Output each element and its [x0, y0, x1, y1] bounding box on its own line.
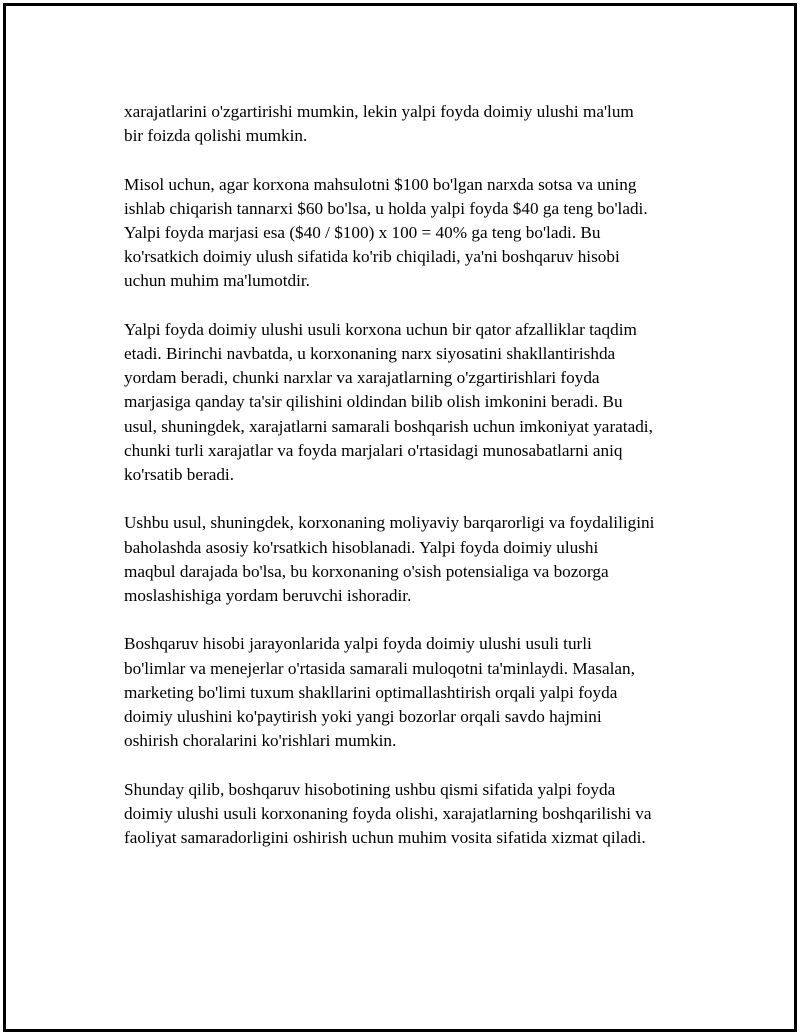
text-line: baholashda asosiy ko'rsatkich hisoblanadi. Yalpi foyda doimiy ulushi	[124, 537, 599, 557]
paragraph-5	[124, 632, 704, 753]
text-line: maqbul darajada bo'lsa, bu korxonaning o'sish potensialiga va bozorga	[124, 561, 609, 581]
paragraph-3	[124, 318, 704, 487]
paragraph-1	[124, 100, 704, 148]
paragraph-2	[124, 173, 704, 294]
page-frame	[3, 3, 797, 1032]
text-line: oshirish choralarini ko'rishlari mumkin.	[124, 731, 397, 751]
paragraph-6	[124, 778, 704, 851]
text-line: yordam beradi, chunki narxlar va xarajatlarning o'zgartirishlari foyda	[124, 368, 600, 388]
text-line: bo'limlar va menejerlar o'rtasida samarali muloqotni ta'minlaydi. Masalan,	[124, 658, 635, 678]
paragraph-4	[124, 511, 704, 608]
text-line: Shunday qilib, boshqaruv hisobotining ushbu qismi sifatida yalpi foyda	[124, 779, 616, 799]
text-line: doimiy ulushini ko'paytirish yoki yangi bozorlar orqali savdo hajmini	[124, 707, 602, 727]
text-line: xarajatlarini o'zgartirishi mumkin, lekin yalpi foyda doimiy ulushi ma'lum	[124, 102, 634, 121]
text-line: moslashishiga yordam beruvchi ishoradir.	[124, 586, 412, 606]
text-line: uchun muhim ma'lumotdir.	[124, 271, 310, 291]
text-line: ishlab chiqarish tannarxi $60 bo'lsa, u holda yalpi foyda $40 ga teng bo'ladi.	[124, 198, 648, 218]
text-line: Yalpi foyda doimiy ulushi usuli korxona uchun bir qator afzalliklar taqdim	[124, 319, 637, 339]
text-line: etadi. Birinchi navbatda, u korxonaning narx siyosatini shakllantirishda	[124, 344, 616, 363]
text-line: marketing bo'limi tuxum shakllarini optimallashtirish orqali yalpi foyda	[124, 682, 618, 702]
text-line: ko'rsatib beradi.	[124, 465, 235, 485]
text-line: Boshqaruv hisobi jarayonlarida yalpi foyda doimiy ulushi usuli turli	[124, 634, 592, 654]
document-body	[124, 100, 704, 874]
text-line: Misol uchun, agar korxona mahsulotni $100 bo'lgan narxda sotsa va uning	[124, 174, 637, 194]
text-line: marjasiga qanday ta'sir qilishini oldindan bilib olish imkonini beradi. Bu	[124, 392, 623, 412]
text-line: usul, shuningdek, xarajatlarni samarali boshqarish uchun imkoniyat yaratadi,	[124, 416, 653, 436]
text-line: bir foizda qolishi mumkin.	[124, 126, 308, 146]
text-line: Yalpi foyda marjasi esa ($40 / $100) x 100 = 40% ga teng bo'ladi. Bu	[124, 223, 601, 242]
text-line: doimiy ulushi usuli korxonaning foyda olishi, xarajatlarning boshqarilishi va	[124, 803, 652, 823]
text-line: faoliyat samaradorligini oshirish uchun muhim vosita sifatida xizmat qiladi.	[124, 828, 646, 848]
text-line: Ushbu usul, shuningdek, korxonaning moliyaviy barqarorligi va foydaliligini	[124, 513, 655, 533]
text-line: ko'rsatkich doimiy ulush sifatida ko'rib chiqiladi, ya'ni boshqaruv hisobi	[124, 247, 620, 267]
text-line: chunki turli xarajatlar va foyda marjalari o'rtasidagi munosabatlarni aniq	[124, 440, 623, 460]
